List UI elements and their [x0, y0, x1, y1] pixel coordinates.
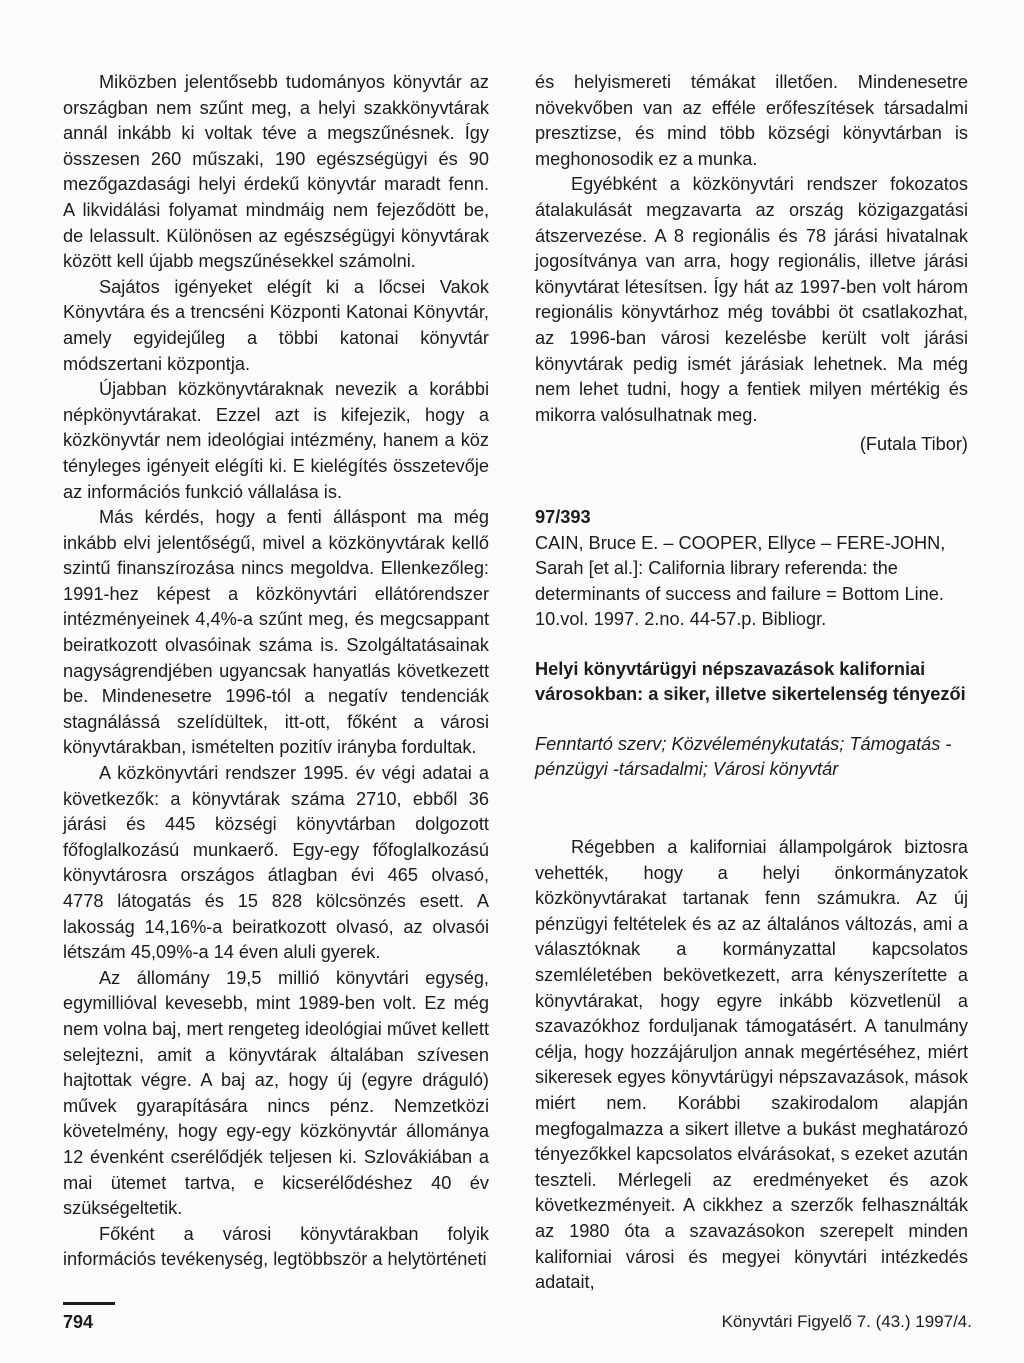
paragraph: Újabban közkönyvtáraknak nevezik a korábbi népkönyvtárakat. Ezzel azt is kifejezik, hogy a közkönyvtár nem ideológiai intézmény, hanem a köz tényleges igényeit elégíti ki. E kielégítés összetevője az információs funkció vállalása is. — [63, 379, 489, 502]
left-column — [63, 70, 489, 1273]
paragraph: A közkönyvtári rendszer 1995. év végi adatai a következők: a könyvtárak száma 2710, ebből 36 járási és 445 községi könyvtárban dolgozott főfoglalkozású munkaerő. Egy-egy főfoglalkozású könyvtárosra országos átlagban évi 465 olvasó, 4778 látogatás és 15 828 kölcsönzés esett. A lakosság 14,16%-a beiratkozott olvasó, az olvasói létszám 45,09%-a 14 éven aluli gyerek. — [63, 763, 489, 963]
entry-id: 97/393 — [535, 506, 591, 527]
article-title: Helyi könyvtárügyi népszavazások kaliforniai városokban: a siker, illetve sikertelenség tényezői — [535, 658, 966, 704]
paragraph-continuation: és helyismereti témákat illetően. Mindenesetre növekvőben van az efféle erőfeszítések társadalmi presztizse, és mind több községi könyvtárban is meghonosodik ez a munka. — [535, 72, 968, 169]
paragraph: Sajátos igényeket elégít ki a lőcsei Vakok Könyvtára és a trencséni Központi Katonai Könyvtár, amely egyidejűleg a többi katonai könyvtár módszertani központja. — [63, 276, 489, 374]
paragraph: Más kérdés, hogy a fenti álláspont ma még inkább elvi jelentőségű, mivel a közkönyvtárak kellő szintű finanszírozása nincs megoldva. Ellenkezőleg: 1991-hez képest a közkönyvtári ellátórendszer intézményeinek 4,4%-a szűnt meg, és megcsappant beiratkozott olvasóinak száma is. Szolgáltatásainak nagyságrendjében ugyancsak hanyatlás következett be. Mindenesetre 1996-tól a negatív tendenciák stagnálássá szelídültek, itt-ott, főként a városi könyvtárakban, ismételten pozitív irányba fordultak. — [63, 507, 489, 758]
abstract: Régebben a kaliforniai állampolgárok biztosra vehették, hogy a helyi önkormányzatok közkönyvtárakat tartanak fenn számukra. Az új pénzügyi feltételek és az az általános változás, ami a választóknak a kormányzattal kapcsolatos szemléletében bekövetkezett, arra kényszerítette a könyvtárakat, hogy egyre inkább közvetlenül a szavazókhoz forduljanak támogatásért. A tanulmány célja, hogy hozzájáruljon annak megértéséhez, miért sikeresek egyes könyvtárügyi népszavazások, mások miért nem. Korábbi szakirodalom alapján megfogalmazza a sikert illetve a bukást meghatározó tényezőkkel kapcsolatos elvárásokat, s ezeket azután teszteli. Mérlegeli az eredményeket és azok következményeit. A cikkhez a szerzők felhasználták az 1980 óta a szavazásokon szerepelt minden kaliforniai városi és megyei könyvtári intézkedés adatait, — [535, 837, 968, 1293]
paragraph: Az állomány 19,5 millió könyvtári egység, egymillióval kevesebb, mint 1989-ben volt. Ez még nem volna baj, mert rengeteg ideológiai művet kellett selejtezni, amit a könyvtárak általában szívesen hajtottak végre. A baj az, hogy új (egyre dráguló) művek gyarapítására nincs pénz. Nemzetközi követelmény, hogy egy-egy közkönyvtár állománya 12 évenként cserélődjék teljesen ki. Szlovákiában a mai ütemet tartva, e kicserélődéshez 40 év szükségeltetik. — [63, 967, 489, 1219]
paragraph: Egyébként a közkönyvtári rendszer fokozatos átalakulását megzavarta az ország közigazgatási átszervezése. A 8 regionális és 78 járási hivatalnak jogosítványa van arra, hogy regionális, illetve járási könyvtárat létesítsen. Így hát az 1997-ben volt három regionális könyvtárhoz még további öt csatlakozhat, az 1996-ban városi kezelésbe került volt járási könyvtárak pedig ismét járásiak lehetnek. Ma még nem lehet tudni, hogy a fentiek milyen mértékig és mikorra valósulhatnak meg. — [535, 174, 968, 425]
author-signature: (Futala Tibor) — [859, 434, 968, 455]
footer-rule — [63, 1302, 115, 1305]
right-column — [535, 70, 968, 1296]
keywords: Fenntartó szerv; Közvéleménykutatás; Támogatás -pénzügyi -társadalmi; Városi könyvtár — [535, 733, 952, 780]
page-number: 794 — [63, 1312, 94, 1332]
paragraph: Miközben jelentősebb tudományos könyvtár az országban nem szűnt meg, a helyi szakkönyvtárak annál inkább ki voltak téve a megszűnésnek. Így összesen 260 műszaki, 190 egészségügyi és 90 mezőgazdasági helyi érdekű könyvtár maradt fenn. A likvidálási folyamat mindmáig nem fejeződött be, de lelassult. Különösen az egészségügyi könyvtárak között kell újabb megszűnésekkel számolni. — [63, 72, 489, 272]
journal-citation: Könyvtári Figyelő 7. (43.) 1997/4. — [721, 1312, 972, 1331]
paragraph: Főként a városi könyvtárakban folyik információs tevékenység, legtöbbször a helytörténeti — [63, 1223, 489, 1270]
bibliographic-reference: CAIN, Bruce E. – COOPER, Ellyce – FERE-JOHN, Sarah [et al.]: California library referenda: the determinants of success and failure = Bottom Line. 10.vol. 1997. 2.no. 44-57.p. Bibliogr. — [535, 532, 946, 630]
